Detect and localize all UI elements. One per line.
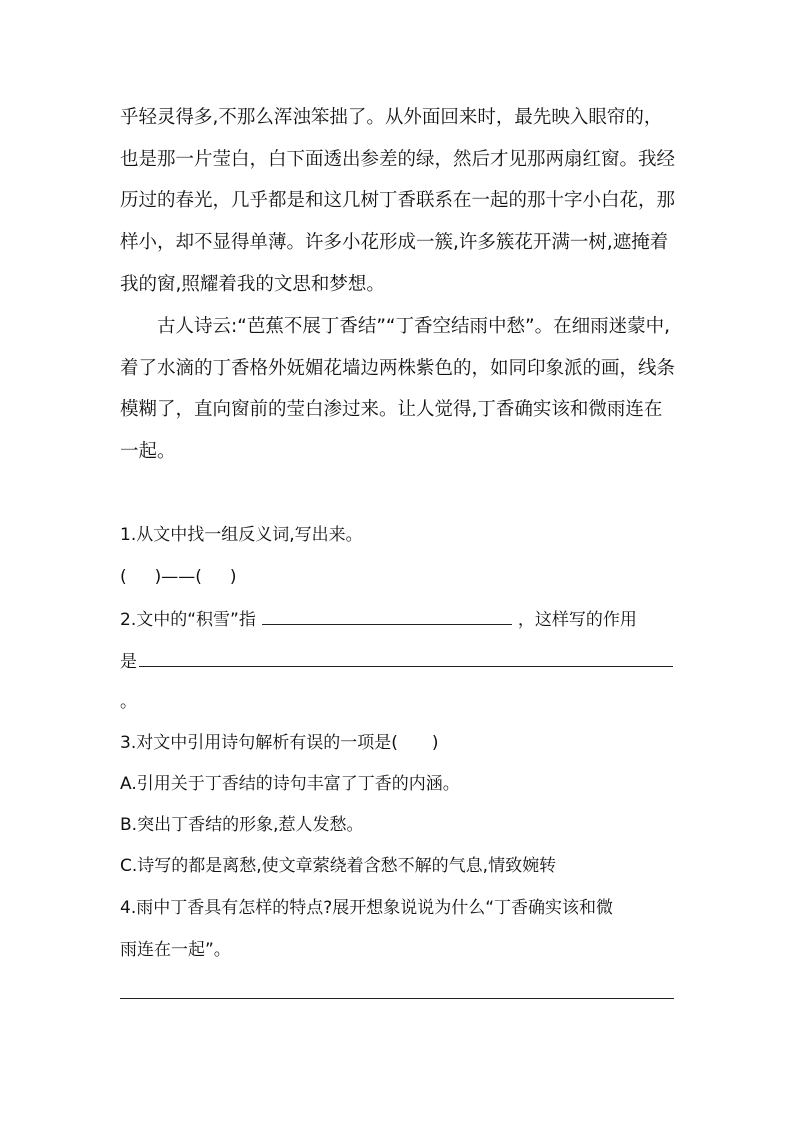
question-2-line2-prefix: 是: [120, 652, 137, 672]
question-2-answer-line[interactable]: [139, 648, 673, 667]
option-b[interactable]: B.突出丁香结的形象,惹人发愁。: [120, 815, 364, 835]
question-2-middle: ，这样写的作用: [517, 610, 637, 630]
question-3: 3.对文中引用诗句解析有误的一项是( ): [120, 733, 439, 753]
option-a[interactable]: A.引用关于丁香结的诗句丰富了丁香的内涵。: [120, 774, 460, 794]
question-2-prefix: 2.文中的“积雪”指: [120, 610, 256, 630]
question-2: [120, 606, 680, 632]
blank-right-paren: ): [229, 567, 237, 587]
question-4-line-2: 雨连在一起”。: [120, 940, 231, 960]
question-1: 1.从文中找一组反义词,写出来。: [120, 525, 363, 545]
question-2-blank[interactable]: [262, 606, 512, 625]
question-1-answer-blanks: [120, 565, 680, 589]
blank-mid-dash: )——(: [154, 567, 202, 587]
question-2-line-2: [120, 648, 680, 674]
blank-left-paren: (: [120, 567, 127, 587]
question-4-line-1: 4.雨中丁香具有怎样的特点?展开想象说说为什么“丁香确实该和微: [120, 898, 614, 918]
passage-paragraph-2: 古人诗云:“芭蕉不展丁香结”“丁香空结雨中愁”。在细雨迷蒙中,着了水滴的丁香格外妩媚花墙边两株紫色的，如同印象派的画，线条模糊了，直向窗前的莹白渗过来。让人觉得,丁香确实该和微雨连在一起。: [120, 316, 676, 463]
question-2-end: 。: [120, 692, 137, 712]
passage-paragraph-1: 乎轻灵得多,不那么浑浊笨拙了。从外面回来时，最先映入眼帘的，也是那一片莹白，白下面透出参差的绿，然后才见那两扇红窗。我经历过的春光，几乎都是和这几树丁香联系在一起的那十字小白花，那样小，却不显得单薄。许多小花形成一簇,许多簇花开满一树,遮掩着我的窗,照耀着我的文思和梦想。: [120, 107, 676, 295]
question-4-answer-line[interactable]: [120, 998, 674, 999]
option-c[interactable]: C.诗写的都是离愁,使文章萦绕着含愁不解的气息,情致婉转: [120, 856, 557, 876]
